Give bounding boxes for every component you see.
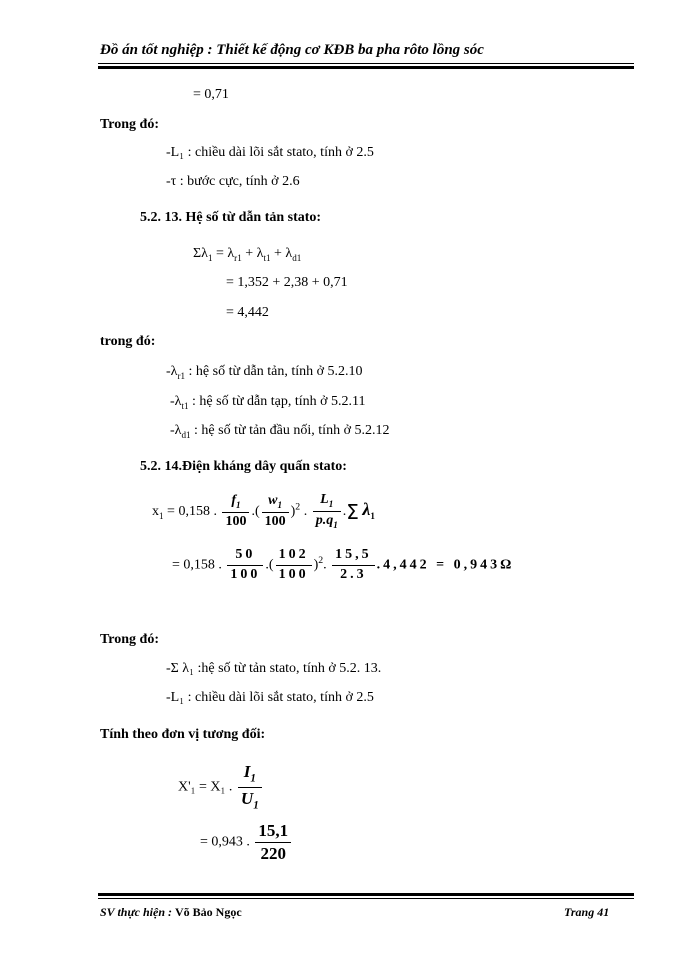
relative-substituted: = 0,943 . $\frac{15,1}{220}$: [200, 822, 293, 863]
where2-item-lambda-r1: $-\lambda_{r1}$ : hệ số từ dẫn tản, tính ở 5.2.10: [166, 364, 363, 381]
relative-formula: X'₁ = X₁ . $\frac{I_1}{U_1}$: [178, 763, 264, 812]
footer-author-label: SV thực hiện :: [100, 905, 172, 919]
page-header-title: Đồ án tốt nghiệp : Thiết kế động cơ KĐB ba pha rôto lồng sóc: [100, 42, 484, 58]
header-rule-thin: [98, 63, 634, 64]
where3-item-sum-lambda: -Σ λ₁ :hệ số từ tản stato, tính ở 5.2. 13.: [166, 661, 382, 676]
footer-page-number: Trang 41: [564, 905, 610, 919]
section-5-2-14-heading: 5.2. 14.Điện kháng dây quấn stato:: [140, 459, 347, 474]
relative-units-heading: Tính theo đơn vị tương đối:: [100, 727, 266, 742]
where2-item-lambda-t1: $-\lambda_{t1}$ : hệ số từ dẫn tạp, tính ở 5.2.11: [170, 394, 366, 411]
s13-equation-line3: = 4,442: [226, 305, 269, 320]
s13-sum-lambda: Σλ: [193, 246, 208, 261]
footer-rule-thin: [98, 898, 634, 899]
s13-equation-line2: = 1,352 + 2,38 + 0,71: [226, 275, 348, 290]
where-heading-2: trong đó:: [100, 334, 156, 349]
where1-item-l1: -L₁ : chiều dài lõi sắt stato, tính ở 2.5: [166, 145, 374, 160]
previous-result: = 0,71: [193, 87, 229, 102]
section-5-2-13-heading: 5.2. 13. Hệ số từ dẫn tản stato:: [140, 210, 322, 225]
where1-item-tau: -τ : bước cực, tính ở 2.6: [166, 174, 300, 189]
s13-equation-line1: $\Sigma\lambda_1 = \lambda_{r1} + \lambda_{t1} + \lambda_{d1}$: [193, 246, 302, 263]
where-heading-1: Trong đó:: [100, 117, 159, 132]
reactance-formula: $x_1 = 0,158$ . $\frac{f_1}{100}$ .( $\frac{w_1}{100}$ )$^2$ . $\frac{L_1}{p.q_1}$ .Σ $\lambda_1$: [152, 492, 375, 531]
where3-item-l1: -L₁ : chiều dài lõi sắt stato, tính ở 2.5: [166, 690, 374, 705]
where2-item-lambda-d1: $-\lambda_{d1}$ : hệ số từ tản đầu nối, tính ở 5.2.12: [170, 423, 390, 440]
footer-author: [100, 905, 242, 920]
footer-author-name: Võ Bảo Ngọc: [175, 905, 242, 919]
reactance-substituted: = 0,158 . $\frac{50}{100}$ .( $\frac{102}{100}$ )$^2$. $\frac{15,5}{2.3}$ .4,442 = 0,943Ω: [172, 547, 515, 582]
footer-rule-thick: [98, 893, 634, 896]
where-heading-3: Trong đó:: [100, 632, 159, 647]
s13-rhs-start: = λ: [215, 246, 235, 261]
header-rule-thick: [98, 66, 634, 69]
